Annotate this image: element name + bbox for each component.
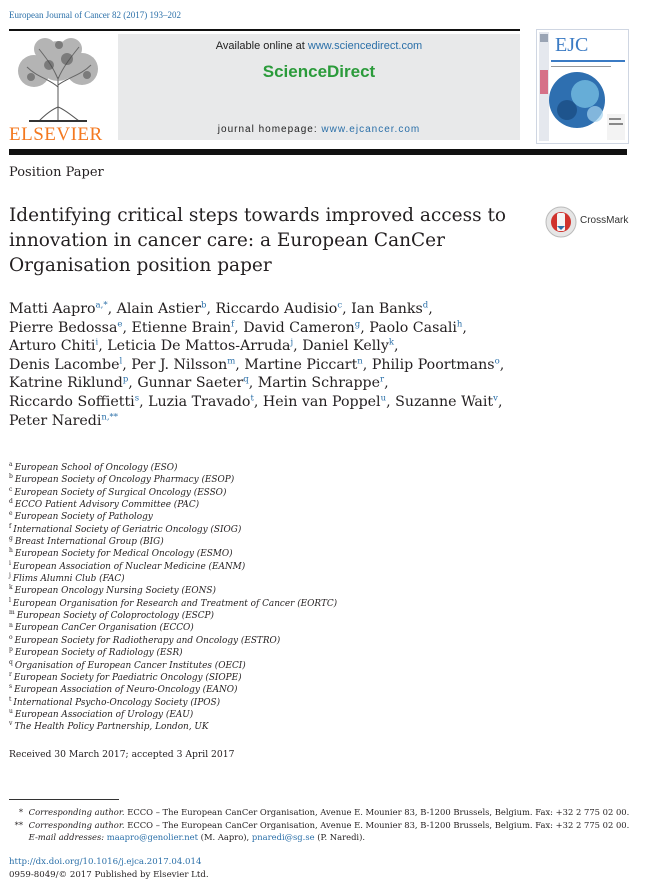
author-entry — [244, 357, 362, 373]
affiliation-item — [9, 709, 509, 721]
journal-cover-thumbnail — [536, 29, 629, 144]
affiliation-item — [9, 536, 509, 548]
affiliation-item — [9, 487, 509, 499]
author-name: Philip Poortmans — [371, 356, 495, 373]
author-name: Matti Aapro — [9, 301, 96, 317]
author-affiliation-marker[interactable]: q — [243, 374, 249, 385]
affiliation-text: European Oncology Nursing Society (EONS) — [14, 586, 216, 597]
affiliation-marker: b — [9, 473, 13, 481]
available-online — [118, 40, 520, 52]
affiliation-text: European Society of Coloproctology (ESCP) — [16, 611, 214, 622]
affiliation-item — [9, 561, 509, 573]
author-entry — [131, 357, 235, 373]
affiliation-text: European Association of Nuclear Medicine (EANM) — [12, 561, 246, 572]
author-name: Leticia De Mattos-Arruda — [107, 338, 291, 355]
author-affiliation-marker[interactable]: o — [494, 356, 500, 367]
author-entry — [215, 301, 342, 317]
affiliation-text: European Society for Medical Oncology (ESMO) — [14, 549, 233, 560]
author-entry — [9, 357, 122, 373]
affiliation-item — [9, 610, 509, 622]
author-entry — [243, 320, 360, 336]
author-entry — [131, 320, 234, 336]
author-affiliation-marker[interactable]: t — [250, 393, 254, 404]
affiliation-marker: e — [9, 510, 13, 518]
author-name: Etienne Brain — [131, 319, 231, 336]
footnote-address-1: ECCO – The European CanCer Organisation, Avenue E. Mounier 83, B-1200 Brussels, Belgium. Fax: +32 2 775 02 00. — [127, 807, 630, 817]
affiliation-item — [9, 647, 509, 659]
author-entry — [9, 301, 108, 317]
affiliation-text: ECCO Patient Advisory Committee (PAC) — [14, 500, 200, 511]
footnote-mark-2: ** — [14, 819, 23, 830]
affiliation-marker: q — [9, 658, 13, 666]
author-entry — [9, 413, 118, 429]
author-entry — [302, 338, 394, 354]
affiliation-marker: p — [9, 646, 13, 654]
affiliation-item — [9, 622, 509, 634]
author-entry — [351, 301, 428, 317]
affiliation-text: Breast International Group (BIG) — [14, 537, 164, 548]
footnote-address-2: ECCO – The European CanCer Organisation, Avenue E. Mounier 83, B-1200 Brussels, Belgium. Fax: +32 2 775 02 00. — [127, 819, 630, 830]
author-name: Pierre Bedossa — [9, 319, 118, 336]
author-affiliation-marker[interactable]: p — [122, 374, 129, 385]
doi-link[interactable]: http://dx.doi.org/10.1016/j.ejca.2017.04.014 — [9, 857, 202, 867]
crossmark-icon — [545, 206, 577, 238]
affiliation-marker: v — [9, 720, 13, 728]
author-name: David Cameron — [243, 319, 355, 336]
author-affiliation-marker[interactable]: c — [337, 300, 343, 311]
author-affiliation-marker[interactable]: d — [422, 300, 429, 311]
author-name: Luzia Travado — [148, 393, 251, 410]
affiliation-marker: f — [9, 522, 12, 530]
author-entry — [117, 301, 207, 317]
affiliation-marker: r — [9, 670, 12, 678]
affiliation-marker: a — [9, 461, 13, 469]
affiliation-marker: l — [9, 596, 11, 604]
corresponding-author-2 — [9, 819, 639, 832]
author-name: Denis Lacombe — [9, 356, 120, 373]
homepage-prefix: journal homepage: — [217, 124, 318, 135]
author-entry — [9, 320, 122, 336]
affiliation-text: European Society of Radiology (ESR) — [14, 648, 183, 659]
affiliation-marker: t — [9, 695, 12, 703]
affiliation-marker: u — [9, 707, 13, 715]
author-affiliation-marker[interactable]: n — [357, 356, 363, 367]
author-entry — [258, 375, 384, 391]
affiliation-item — [9, 474, 509, 486]
elsevier-wordmark: ELSEVIER — [9, 124, 103, 145]
affiliation-item — [9, 721, 509, 733]
affiliation-text: European Organisation for Research and Treatment of Cancer (EORTC) — [12, 598, 338, 609]
affiliation-text: European CanCer Organisation (ECCO) — [14, 623, 194, 634]
author-name: Martine Piccart — [244, 356, 358, 373]
email-addresses — [9, 831, 639, 844]
affiliation-item — [9, 598, 509, 610]
affiliation-marker: d — [9, 498, 13, 506]
affiliation-item — [9, 697, 509, 709]
footnote-mark-1: * — [18, 807, 23, 817]
copyright-line: 0959-8049/© 2017 Published by Elsevier Ltd. — [9, 870, 209, 880]
email-owner-aapro: (M. Aapro), — [200, 832, 250, 842]
author-affiliation-marker[interactable]: h — [456, 318, 463, 329]
cover-title: EJC — [555, 34, 589, 56]
author-affiliation-marker[interactable]: j — [290, 337, 294, 348]
affiliation-marker: n — [9, 621, 13, 629]
affiliation-item — [9, 660, 509, 672]
author-name: Gunnar Saeter — [137, 375, 244, 392]
available-prefix: Available online at — [215, 40, 305, 52]
received-dates: Received 30 March 2017; accepted 3 April 2017 — [9, 749, 235, 760]
affiliation-item — [9, 635, 509, 647]
sciencedirect-logo: ScienceDirect — [262, 62, 376, 81]
affiliation-text: The Health Policy Partnership, London, UK — [14, 722, 209, 733]
author-name: Suzanne Wait — [395, 393, 494, 410]
author-affiliation-marker[interactable]: v — [493, 393, 498, 404]
author-affiliation-marker[interactable]: m — [227, 356, 236, 367]
article-title: Identifying critical steps towards improved access to innovation in cancer care: a European CanCer Organisation position paper — [9, 205, 507, 276]
article-type: Position Paper — [9, 165, 104, 180]
email-link-naredi[interactable]: pnaredi@sg.se — [251, 832, 315, 842]
affiliation-text: European School of Oncology (ESO) — [14, 463, 178, 473]
author-affiliation-marker[interactable]: k — [388, 337, 394, 348]
author-affiliation-marker[interactable]: u — [380, 393, 387, 404]
affiliation-text: European Society of Pathology — [14, 512, 153, 523]
author-name: Per J. Nilsson — [131, 356, 228, 373]
header-rule — [9, 29, 520, 31]
email-label: E-mail addresses: — [28, 832, 105, 842]
affiliation-text: International Society of Geriatric Oncology (SIOG) — [13, 524, 242, 535]
affiliation-text: European Society for Paediatric Oncology (SIOPE) — [13, 672, 242, 683]
corresponding-author-1 — [9, 806, 639, 819]
author-entry — [372, 357, 500, 373]
affiliation-list — [9, 462, 509, 734]
author-entry — [9, 338, 98, 354]
author-affiliation-marker[interactable]: i — [95, 337, 99, 348]
affiliation-marker: m — [9, 609, 15, 617]
affiliation-text: Flims Alumni Club (FAC) — [12, 574, 125, 585]
journal-reference[interactable]: European Journal of Cancer 82 (2017) 193–202 — [9, 10, 181, 20]
footnote-rule — [9, 799, 119, 800]
email-owner-naredi: (P. Naredi). — [317, 832, 366, 842]
author-affiliation-marker[interactable]: r — [380, 374, 385, 385]
footnotes — [9, 806, 639, 844]
author-entry — [9, 394, 139, 410]
affiliation-text: European Society for Radiotherapy and Oncology (ESTRO) — [14, 635, 281, 646]
affiliation-marker: o — [9, 633, 13, 641]
author-name: Alain Astier — [116, 301, 201, 317]
affiliation-text: Organisation of European Cancer Institutes (OECI) — [14, 660, 246, 671]
affiliation-text: European Society of Oncology Pharmacy (ESOP) — [14, 475, 235, 486]
author-affiliation-marker[interactable]: f — [231, 318, 235, 329]
author-name: Paolo Casali — [369, 319, 457, 336]
affiliation-item — [9, 672, 509, 684]
email-link-aapro[interactable]: maapro@genolier.net — [106, 832, 198, 842]
author-name: Daniel Kelly — [302, 338, 389, 355]
author-entry — [395, 394, 498, 410]
affiliation-marker: j — [9, 572, 11, 580]
affiliation-item — [9, 684, 509, 696]
affiliation-marker: k — [9, 584, 13, 592]
author-entry — [137, 375, 248, 391]
affiliation-text: International Psycho-Oncology Society (IPOS) — [13, 697, 221, 708]
affiliation-text: European Association of Neuro-Oncology (EANO) — [14, 685, 238, 696]
affiliation-item — [9, 511, 509, 523]
affiliation-marker: s — [9, 683, 13, 691]
affiliation-marker: i — [9, 559, 11, 567]
author-name: Arturo Chiti — [9, 338, 96, 355]
author-name: Katrine Riklund — [9, 375, 123, 392]
author-entry — [263, 394, 386, 410]
author-name: Hein van Poppel — [262, 393, 381, 410]
author-entry — [369, 320, 462, 336]
footnote-label-1: Corresponding author. — [28, 807, 125, 817]
affiliation-text: European Association of Urology (EAU) — [14, 709, 194, 720]
author-name: Peter Naredi — [9, 412, 102, 429]
author-affiliation-marker[interactable]: g — [354, 318, 361, 329]
journal-homepage — [118, 124, 520, 135]
footnote-label-2: Corresponding author. — [28, 819, 125, 830]
author-affiliation-marker[interactable]: a,* — [95, 300, 108, 311]
affiliation-item — [9, 585, 509, 597]
author-entry — [148, 394, 254, 410]
crossmark-label[interactable]: CrossMark — [580, 215, 629, 226]
affiliation-marker: h — [9, 547, 13, 555]
journal-homepage-link[interactable]: www.ejcancer.com — [321, 124, 421, 135]
author-affiliation-marker[interactable]: s — [134, 393, 140, 404]
author-entry — [9, 375, 128, 391]
author-name: Riccardo Audisio — [215, 301, 338, 317]
author-affiliation-marker[interactable]: l — [119, 356, 123, 367]
affiliation-item — [9, 462, 509, 474]
affiliation-text: European Society of Surgical Oncology (ESSO) — [14, 487, 227, 498]
affiliation-item — [9, 499, 509, 511]
author-affiliation-marker[interactable]: b — [200, 300, 207, 311]
author-entry — [107, 338, 293, 354]
affiliation-item — [9, 548, 509, 560]
author-name: Ian Banks — [351, 301, 423, 317]
affiliation-item — [9, 524, 509, 536]
sciencedirect-link[interactable]: www.sciencedirect.com — [307, 40, 423, 52]
affiliation-item — [9, 573, 509, 585]
author-name: Martin Schrappe — [257, 375, 381, 392]
affiliation-marker: c — [9, 485, 13, 493]
author-list: Matti Aapro$^{a,*}$, Alain Astier$^b$, Riccardo Audisio$^c$, Ian Banks$^d$, Pierre Bedossa$^e$, Etienne Brain$^f$, David Cameron$^g$, Paolo Casali$^h$, Arturo Chiti$^i$, Leticia De Mattos-Arruda$^j$, Daniel Kelly$^k$, Denis Lacombe$^l$, Per J. Nilsson$^m$, Martine Piccart$^n$, Philip Poortmans$^o$, Katrine Riklund$^p$, Gunnar Saeter$^q$, Martin Schrappe$^r$, Riccardo Soffietti$^s$, Luzia Travado$^t$, Hein van Poppel$^u$, Suzanne Wait$^v$, Peter Naredi$^{n,**}$ — [9, 300, 505, 429]
author-affiliation-marker[interactable]: e — [117, 318, 123, 329]
header-thick-rule — [9, 149, 627, 155]
author-affiliation-marker[interactable]: n,** — [101, 411, 119, 422]
affiliation-marker: g — [9, 535, 13, 543]
author-name: Riccardo Soffietti — [9, 393, 135, 410]
